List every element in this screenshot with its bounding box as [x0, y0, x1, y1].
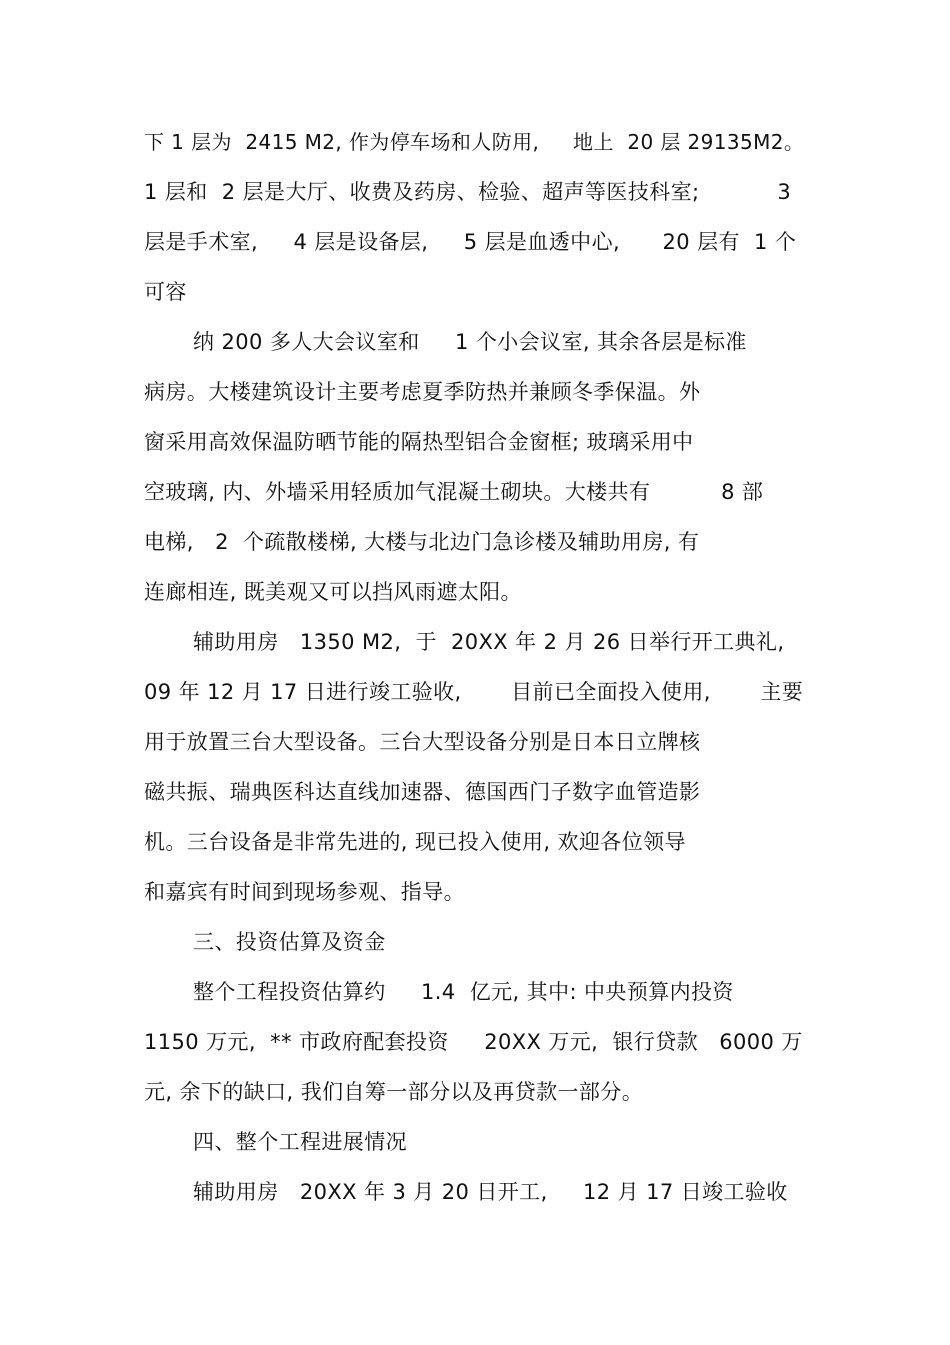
text-line: 用于放置三台大型设备。三台大型设备分别是日本日立牌核 [144, 730, 701, 754]
text-line: 连廊相连, 既美观又可以挡风雨遮太阳。 [144, 580, 522, 604]
text-line: 层是手术室, 4 层是设备层, 5 层是血透中心, 20 层有 1 个 [144, 230, 797, 254]
paragraph-start-line: 纳 200 多人大会议室和 1 个小会议室, 其余各层是标准 [193, 330, 747, 354]
text-line: 1150 万元, ** 市政府配套投资 20XX 万元, 银行贷款 6000 万 [144, 1030, 803, 1054]
text-line: 和嘉宾有时间到现场参观、指导。 [144, 880, 465, 904]
section-heading: 三、投资估算及资金 [193, 930, 386, 954]
paragraph-start-line: 辅助用房 20XX 年 3 月 20 日开工, 12 月 17 日竣工验收 [193, 1180, 788, 1204]
text-line: 磁共振、瑞典医科达直线加速器、德国西门子数字血管造影 [144, 780, 701, 804]
text-line: 1 层和 2 层是大厅、收费及药房、检验、超声等医技科室; 3 [144, 180, 792, 204]
text-line: 窗采用高效保温防晒节能的隔热型铝合金窗框; 玻璃采用中 [144, 430, 694, 454]
paragraph-start-line: 辅助用房 1350 M2, 于 20XX 年 2 月 26 日举行开工典礼, [193, 630, 785, 654]
paragraph-start-line: 整个工程投资估算约 1.4 亿元, 其中: 中央预算内投资 [193, 980, 734, 1004]
text-line: 电梯, 2 个疏散楼梯, 大楼与北边门急诊楼及辅助用房, 有 [144, 530, 700, 554]
text-line: 09 年 12 月 17 日进行竣工验收, 目前已全面投入使用, 主要 [144, 680, 804, 704]
text-line: 下 1 层为 2415 M2, 作为停车场和人防用, 地上 20 层 29135M2。 [144, 130, 805, 154]
text-line: 机。三台设备是非常先进的, 现已投入使用, 欢迎各位领导 [144, 830, 686, 854]
section-heading: 四、整个工程进展情况 [193, 1130, 407, 1154]
text-line: 空玻璃, 内、外墙采用轻质加气混凝土砌块。大楼共有 8 部 [144, 480, 764, 504]
text-line: 病房。大楼建筑设计主要考虑夏季防热并兼顾冬季保温。外 [144, 380, 701, 404]
text-line: 元, 余下的缺口, 我们自筹一部分以及再贷款一部分。 [144, 1080, 644, 1104]
text-line: 可容 [144, 280, 187, 304]
